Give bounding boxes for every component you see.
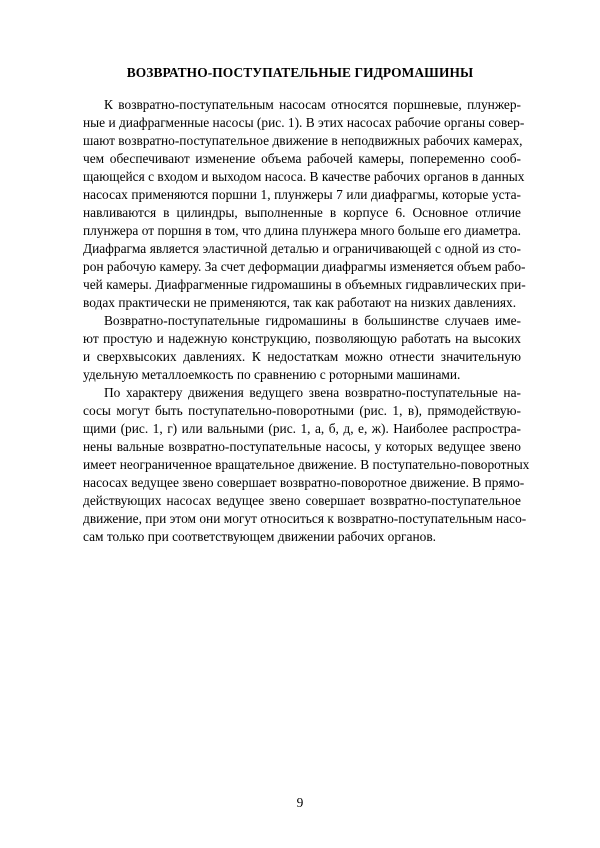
text-line: шают возвратно-поступательное движение в неподвижных рабочих камерах, xyxy=(83,133,523,148)
text-line: плунжера от поршня в том, что длина плунжера много больше его диаметра. xyxy=(83,223,521,238)
text-line: и сверхвысоких давлениях. К недостаткам можно отнести значительную xyxy=(83,349,521,364)
text-line: удельную металлоемкость по сравнению с роторными машинами. xyxy=(83,367,461,382)
text-line: Диафрагма является эластичной деталью и ограничивающей с одной из сто- xyxy=(83,241,521,256)
text-line: чем обеспечивают изменение объема рабочей камеры, попеременно сооб- xyxy=(83,151,521,166)
text-line: ют простую и надежную конструкцию, позволяющую работать на высоких xyxy=(83,331,521,346)
paragraph-2 xyxy=(83,312,521,384)
text-line: сам только при соответствующем движении рабочих органов. xyxy=(83,529,437,544)
text-line: Возвратно-поступательные гидромашины в большинстве случаев име- xyxy=(104,313,521,328)
text-line: ные и диафрагменные насосы (рис. 1). В этих насосах рабочие органы совер- xyxy=(83,115,525,130)
page-title: ВОЗВРАТНО-ПОСТУПАТЕЛЬНЫЕ ГИДРОМАШИНЫ xyxy=(126,65,474,80)
body-text xyxy=(83,96,530,546)
text-line: щими (рис. 1, г) или вальными (рис. 1, а, б, д, е, ж). Наиболее распростра- xyxy=(83,421,521,436)
paragraph-3 xyxy=(83,384,530,546)
text-line: имеет неограниченное вращательное движение. В поступательно-поворотных xyxy=(83,457,530,472)
paragraph-1 xyxy=(83,96,526,312)
text-line: рон рабочую камеру. За счет деформации диафрагмы изменяется объем рабо- xyxy=(83,259,526,274)
text-line: щающейся с входом и выходом насоса. В качестве рабочих органов в данных xyxy=(83,169,525,184)
text-line: нены вальные возвратно-поступательные насосы, у которых ведущее звено xyxy=(83,439,521,454)
text-line: К возвратно-поступательным насосам относятся поршневые, плунжер- xyxy=(104,97,521,112)
text-line: По характеру движения ведущего звена возвратно-поступательные на- xyxy=(104,385,521,400)
text-line: сосы могут быть поступательно-поворотными (рис. 1, в), прямодействую- xyxy=(83,403,521,418)
text-line: действующих насосах ведущее звено совершает возвратно-поступательное xyxy=(83,493,521,508)
text-line: водах практически не применяются, так как работают на низких давлениях. xyxy=(83,295,517,310)
page-number: 9 xyxy=(296,795,304,810)
text-line: навливаются в цилиндры, выполненные в корпусе 6. Основное отличие xyxy=(83,205,521,220)
text-line: насосах применяются поршни 1, плунжеры 7 или диафрагмы, которые уста- xyxy=(83,187,521,202)
text-line: насосах ведущее звено совершает возвратно-поворотное движение. В прямо- xyxy=(83,475,525,490)
text-line: движение, при этом они могут относиться к возвратно-поступательным насо- xyxy=(83,511,527,526)
text-line: чей камеры. Диафрагменные гидромашины в объемных гидравлических при- xyxy=(83,277,526,292)
